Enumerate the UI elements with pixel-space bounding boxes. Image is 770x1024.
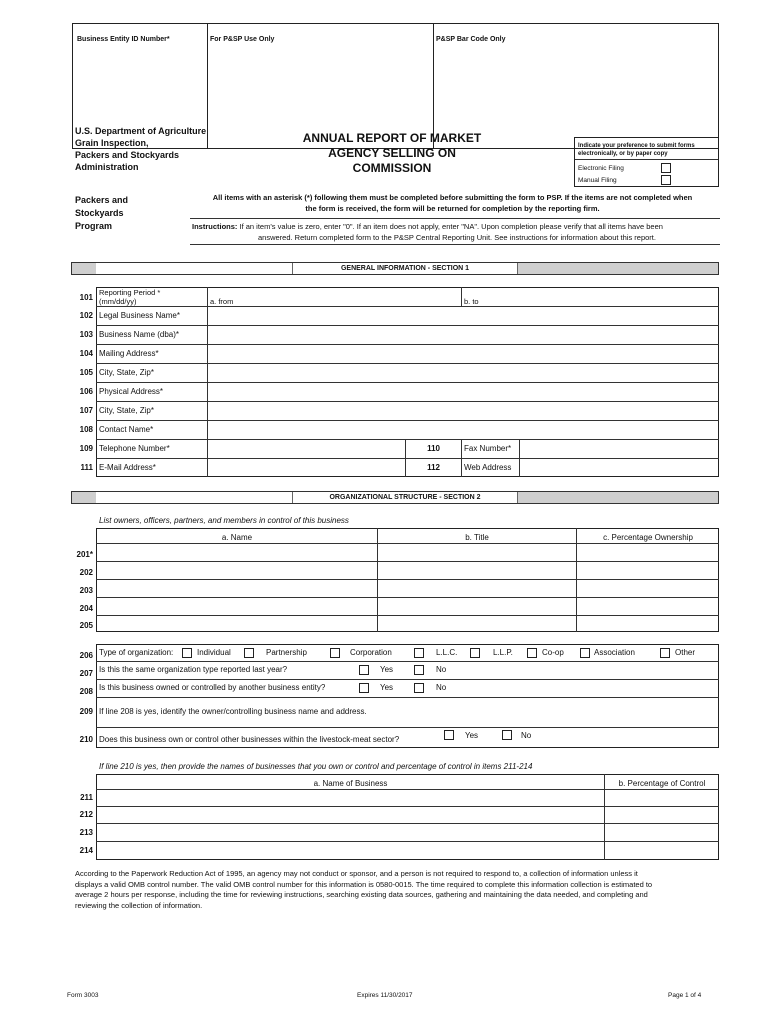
row-110-number: 110 (427, 444, 440, 453)
owner-row[interactable] (97, 580, 718, 596)
period-to-field[interactable] (485, 288, 717, 305)
business-row[interactable] (97, 790, 718, 805)
row-201-number: 201* (76, 550, 93, 559)
business-row[interactable] (97, 842, 718, 859)
program-line-2: Stockyards (75, 208, 124, 218)
agency-line-1: U.S. Department of Agriculture (75, 126, 207, 136)
agency-line-3: Packers and Stockyards (75, 150, 180, 160)
own-other-yes-checkbox[interactable] (444, 730, 454, 740)
row-204-number: 204 (79, 604, 93, 613)
org-association-label: Association (594, 648, 635, 657)
own-other-yes-label: Yes (465, 731, 479, 740)
controlling-business-label: If line 208 is yes, identify the owner/controlling business name and address. (99, 707, 367, 716)
business-row[interactable] (97, 807, 718, 822)
owner-row[interactable] (97, 562, 718, 578)
telephone-field[interactable] (208, 440, 404, 457)
owner-row[interactable] (97, 544, 718, 560)
row-213-number: 213 (79, 828, 93, 837)
col-percentage-header: c. Percentage Ownership (603, 533, 693, 542)
psp-use-label: For P&SP Use Only (210, 36, 275, 43)
org-llp-checkbox[interactable] (470, 648, 480, 658)
form-title (270, 131, 514, 176)
legal-name-field[interactable] (208, 307, 718, 324)
owned-by-other-yes-label: Yes (380, 683, 394, 692)
section-2-header (71, 491, 719, 504)
col-name-header: a. Name (221, 533, 253, 542)
mailing-address-field[interactable] (208, 345, 718, 362)
org-corporation-label: Corporation (350, 648, 392, 657)
own-other-businesses-label: Does this business own or control other businesses within the livestock-meat sector? (99, 735, 400, 744)
manual-filing-label: Manual Filing (578, 177, 617, 184)
owned-by-other-no-label: No (436, 683, 447, 692)
same-org-no-checkbox[interactable] (414, 665, 424, 675)
row-111-number: 111 (80, 463, 93, 472)
period-from-field[interactable] (240, 288, 460, 305)
own-other-no-checkbox[interactable] (502, 730, 512, 740)
paperwork-line-1: According to the Paperwork Reduction Act of 1995, an agency may not conduct or sponsor, and a person is not required to respond to, a collection of information unless it (75, 869, 638, 878)
same-org-yes-checkbox[interactable] (359, 665, 369, 675)
instructions-line-2: answered. Return completed form to the P&SP Central Reporting Unit. See instructions for information about this report. (258, 233, 656, 242)
title-line-2: AGENCY SELLING ON (328, 146, 456, 160)
row-202-number: 202 (79, 568, 93, 577)
mailing-address-label: Mailing Address* (99, 349, 159, 358)
web-address-field[interactable] (520, 459, 718, 476)
row-209-number: 209 (79, 707, 93, 716)
electronic-filing-checkbox[interactable] (661, 163, 671, 173)
owners-caption: List owners, officers, partners, and members in control of this business (99, 516, 349, 525)
agency-line-2: Grain Inspection, (75, 138, 149, 148)
row-101-number: 101 (79, 293, 93, 302)
col-business-name-header: a. Name of Business (313, 779, 388, 788)
reporting-period-label: Reporting Period * (99, 288, 161, 297)
org-other-checkbox[interactable] (660, 648, 670, 658)
org-coop-checkbox[interactable] (527, 648, 537, 658)
row-108-number: 108 (79, 425, 93, 434)
footer-form-number: Form 3003 (67, 992, 99, 999)
section-2-title: ORGANIZATIONAL STRUCTURE - SECTION 2 (292, 492, 518, 503)
period-from-label: a. from (210, 297, 234, 306)
paperwork-line-4: reviewing the collection of information. (75, 900, 203, 910)
fax-field[interactable] (520, 440, 718, 457)
owner-row[interactable] (97, 616, 718, 631)
org-coop-label: Co-op (542, 648, 564, 657)
row-106-number: 106 (79, 387, 93, 396)
entity-id-label: Business Entity ID Number* (77, 36, 170, 43)
row-211-number: 211 (80, 793, 93, 802)
row-112-number: 112 (427, 463, 440, 472)
row-107-number: 107 (79, 406, 93, 415)
title-line-3: COMMISSION (352, 161, 432, 175)
dba-field[interactable] (208, 326, 718, 343)
physical-city-state-zip-field[interactable] (208, 402, 718, 419)
row-205-number: 205 (79, 621, 93, 630)
footer-page-number: Page 1 of 4 (668, 992, 702, 999)
city-state-zip-label: City, State, Zip* (99, 368, 154, 377)
controlling-business-field[interactable] (97, 716, 718, 726)
reporting-period-format: (mm/dd/yy) (99, 297, 137, 306)
period-to-label: b. to (464, 297, 479, 306)
footer-expires: Expires 11/30/2017 (357, 992, 413, 999)
asterisk-notice-1: All items with an asterisk (*) following them must be completed before submitting the form to PSP. If the items are not completed when (212, 193, 693, 202)
fax-label: Fax Number* (464, 444, 512, 453)
preference-text-1: Indicate your preference to submit forms (578, 143, 695, 149)
businesses-caption: If line 210 is yes, then provide the names of businesses that you own or control and percentage of control in items 211-214 (99, 762, 533, 771)
org-llc-label: L.L.C. (436, 648, 458, 657)
email-field[interactable] (208, 459, 404, 476)
contact-name-label: Contact Name* (99, 425, 154, 434)
row-210-number: 210 (79, 735, 93, 744)
paperwork-reduction-notice (75, 869, 725, 911)
manual-filing-checkbox[interactable] (661, 175, 671, 185)
org-individual-checkbox[interactable] (182, 648, 192, 658)
owned-by-other-no-checkbox[interactable] (414, 683, 424, 693)
row-206-number: 206 (79, 651, 93, 660)
same-org-yes-label: Yes (380, 665, 394, 674)
same-org-no-label: No (436, 665, 447, 674)
email-label: E-Mail Address* (99, 463, 156, 472)
owner-row[interactable] (97, 598, 718, 614)
program-line-3: Program (75, 221, 113, 231)
row-103-number: 103 (79, 330, 93, 339)
own-other-no-label: No (521, 731, 532, 740)
city-state-zip-field[interactable] (208, 364, 718, 381)
col-title-header: b. Title (465, 533, 489, 542)
telephone-label: Telephone Number* (99, 444, 170, 453)
org-other-label: Other (675, 648, 696, 657)
asterisk-notice-2: the form is received, the form will be returned for completion by the reporting firm. (305, 204, 600, 213)
row-104-number: 104 (79, 349, 93, 358)
owned-by-other-yes-checkbox[interactable] (359, 683, 369, 693)
org-partnership-label: Partnership (266, 648, 307, 657)
section-1-title: GENERAL INFORMATION - SECTION 1 (292, 263, 518, 274)
row-212-number: 212 (79, 810, 93, 819)
org-llc-checkbox[interactable] (414, 648, 424, 658)
section-1-header (71, 262, 719, 275)
physical-address-field[interactable] (208, 383, 718, 400)
physical-address-label: Physical Address* (99, 387, 164, 396)
org-llp-label: L.L.P. (493, 648, 513, 657)
org-type-label: Type of organization: (99, 648, 174, 657)
business-row[interactable] (97, 824, 718, 840)
instructions-label: Instructions: (192, 222, 238, 231)
agency-block (75, 126, 235, 173)
same-org-type-label: Is this the same organization type reported last year? (99, 665, 288, 674)
contact-name-field[interactable] (208, 421, 718, 438)
org-partnership-checkbox[interactable] (244, 648, 254, 658)
bar-code-label: P&SP Bar Code Only (436, 36, 506, 43)
paperwork-line-3: average 2 hours per response, including the time for reviewing instructions, searching existing data sources, gathering and maintaining the data needed, and completing and (75, 890, 648, 899)
dba-label: Business Name (dba)* (99, 330, 180, 339)
org-association-checkbox[interactable] (580, 648, 590, 658)
physical-city-state-zip-label: City, State, Zip* (99, 406, 154, 415)
org-individual-label: Individual (197, 648, 231, 657)
web-address-label: Web Address (464, 463, 512, 472)
program-block (75, 194, 175, 233)
owned-by-other-label: Is this business owned or controlled by another business entity? (99, 683, 326, 692)
col-control-header: b. Percentage of Control (618, 779, 706, 788)
row-208-number: 208 (79, 687, 93, 696)
agency-line-4: Administration (75, 162, 139, 172)
row-102-number: 102 (79, 311, 93, 320)
program-line-1: Packers and (75, 195, 129, 205)
instructions-line-1 (192, 222, 722, 232)
row-105-number: 105 (79, 368, 93, 377)
row-203-number: 203 (79, 586, 93, 595)
legal-name-label: Legal Business Name* (99, 311, 180, 320)
row-109-number: 109 (79, 444, 93, 453)
preference-text-2: electronically, or by paper copy (578, 151, 668, 157)
instructions-text-1: If an item's value is zero, enter "0". If an item does not apply, enter "NA". Upon completion please verify that all items have been (237, 222, 663, 231)
filing-preference-box (574, 137, 719, 187)
row-207-number: 207 (79, 669, 93, 678)
org-corporation-checkbox[interactable] (330, 648, 340, 658)
title-line-1: ANNUAL REPORT OF MARKET (302, 131, 482, 145)
row-214-number: 214 (79, 846, 93, 855)
electronic-filing-label: Electronic Filing (578, 165, 624, 172)
paperwork-line-2: displays a valid OMB control number. The valid OMB control number for this information is 0580-0015. The time required to complete this information collection is estimated to (75, 879, 653, 889)
